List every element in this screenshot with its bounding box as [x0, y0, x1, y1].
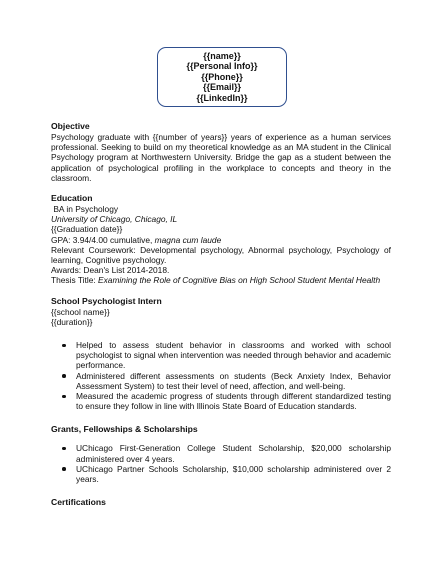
objective-text: Psychology graduate with {{number of years}} years of experience as a human services professional. Seeking to build on my theoretical knowledge as an MA student in the Clinical Psychology program at Northwestern University. Bridge the gap as a student between the application of psychological profiling in the workplace to concepts and theory in the classroom. [51, 132, 391, 183]
education-section [51, 193, 391, 286]
education-gpa [51, 235, 391, 245]
list-item: Administered different assessments on students (Beck Anxiety Index, Behavior Assessment System) to test their level of need, affection, and well-being. [51, 371, 391, 391]
experience-section [51, 296, 391, 412]
certifications-heading: Certifications [51, 497, 106, 508]
header-phone: {{Phone}} [201, 71, 243, 82]
resume-body [51, 121, 391, 508]
grants-section [51, 424, 391, 484]
education-coursework: Relevant Coursework: Developmental psychology, Abnormal psychology, Psychology of learning, Cognitive psychology. [51, 244, 391, 266]
education-graduation-date: {{Graduation date}} [51, 224, 123, 235]
education-heading: Education [51, 193, 93, 204]
education-thesis [51, 275, 391, 285]
grants-bullet-list [51, 443, 391, 484]
header-personal-info: {{Personal Info}} [186, 61, 258, 72]
header-linkedin: {{LinkedIn}} [196, 92, 248, 103]
education-school: University of Chicago, Chicago, IL [51, 214, 178, 225]
list-item: Helped to assess student behavior in classrooms and worked with school psychologist to signal when intervention was needed through behavior and academic performance. [51, 340, 391, 371]
header-email: {{Email}} [202, 82, 242, 93]
thesis-label: Thesis Title: [51, 275, 99, 286]
gpa-honor: magna cum laude [154, 234, 222, 245]
list-item: Measured the academic progress of students through different standardized testing to ensure they follow in line with Illinois State Board of Education standards. [51, 391, 391, 411]
contact-header-box [157, 47, 287, 107]
gpa-value: GPA: 3.94/4.00 cumulative, [51, 234, 155, 245]
certifications-section [51, 497, 391, 508]
experience-bullet-list [51, 340, 391, 411]
list-item: UChicago Partner Schools Scholarship, $10,000 scholarship administered over 2 years. [51, 464, 391, 484]
header-name: {{name}} [203, 50, 241, 61]
thesis-title: Examining the Role of Cognitive Bias on High School Student Mental Health [98, 275, 381, 286]
objective-section [51, 121, 391, 183]
objective-heading: Objective [51, 121, 90, 131]
education-degree: BA in Psychology [51, 204, 119, 215]
experience-heading: School Psychologist Intern [51, 295, 162, 306]
experience-duration: {{duration}} [51, 316, 93, 327]
list-item: UChicago First-Generation College Student Scholarship, $20,000 scholarship administered over 4 years. [51, 443, 391, 463]
grants-heading: Grants, Fellowships & Scholarships [51, 424, 198, 435]
experience-school: {{school name}} [51, 306, 110, 317]
education-awards: Awards: Dean's List 2014-2018. [51, 265, 170, 276]
